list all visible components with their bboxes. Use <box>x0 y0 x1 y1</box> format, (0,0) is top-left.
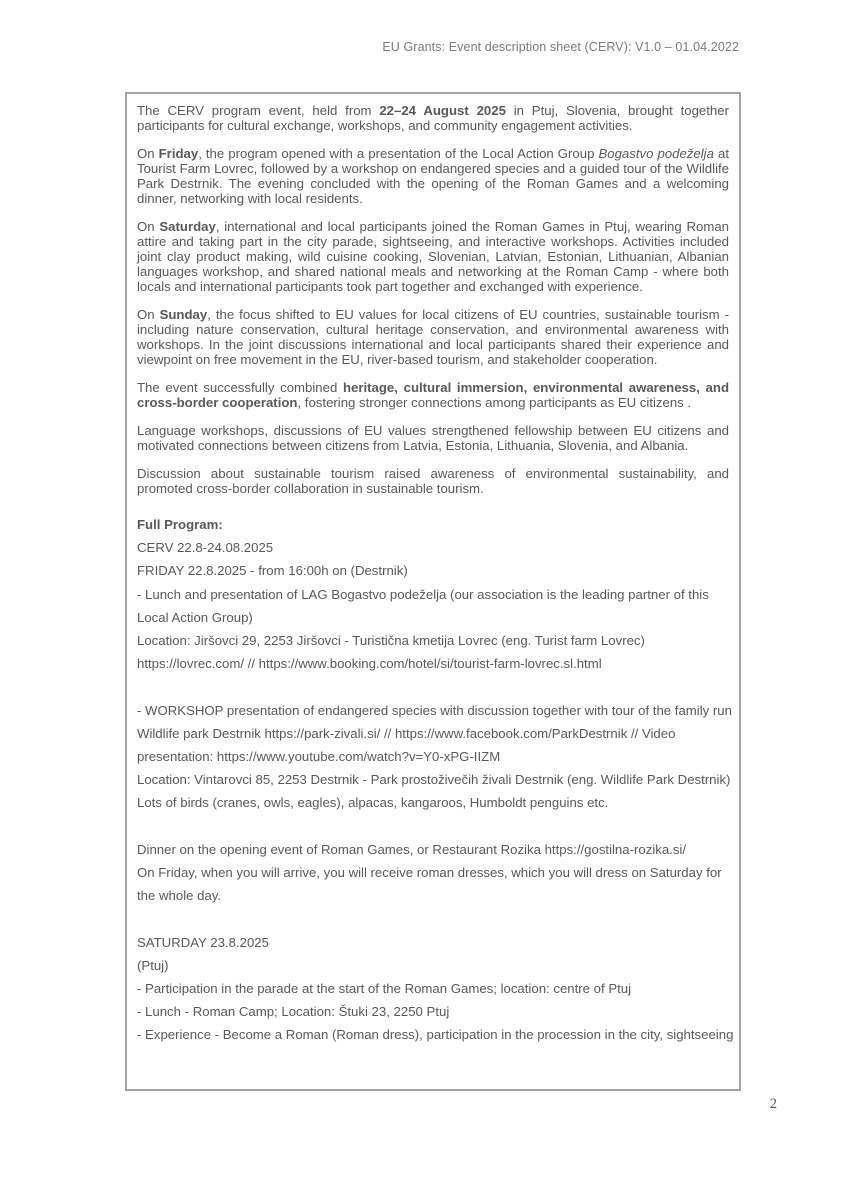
program-line: the whole day. <box>137 888 222 904</box>
text-run: , the program opened with a presentation of the Local Action Group <box>198 146 599 161</box>
bold-text-run: 22–24 August 2025 <box>379 103 506 118</box>
program-line: https://lovrec.com/ // https://www.booking.com/hotel/si/tourist-farm-lovrec.sl.html <box>137 656 602 672</box>
paragraph <box>137 219 729 294</box>
program-line: Wildlife park Destrnik https://park-zivali.si/ // https://www.facebook.com/ParkDestrnik // Video <box>137 725 676 741</box>
italic-text-run: Bogastvo podeželja <box>598 146 714 161</box>
page-number: 2 <box>769 1096 777 1112</box>
paragraph <box>137 103 729 133</box>
document-header: EU Grants: Event description sheet (CERV): V1.0 – 01.04.2022 <box>382 40 739 54</box>
program-line: Location: Vintarovci 85, 2253 Destrnik - Park prostoživečih živali Destrnik (eng. Wildlife Park Destrnik) <box>137 772 731 788</box>
program-line: (Ptuj) <box>137 957 169 973</box>
text-run: On <box>137 146 159 161</box>
program-line: SATURDAY 23.8.2025 <box>137 934 269 950</box>
program-line: Location: Jiršovci 29, 2253 Jiršovci - Turistična kmetija Lovrec (eng. Turist farm Lovrec) <box>137 633 645 649</box>
event-description-box <box>125 92 741 1091</box>
program-line: CERV 22.8-24.08.2025 <box>137 540 274 556</box>
text-run: On <box>137 219 160 234</box>
program-line: Dinner on the opening event of Roman Games, or Restaurant Rozika https://gostilna-rozika.si/ <box>137 841 687 857</box>
program-line: - Lunch - Roman Camp; Location: Štuki 23, 2250 Ptuj <box>137 1004 450 1020</box>
text-run: , the focus shifted to EU values for local citizens of EU countries, sustainable tourism - including nature conservation, cultural heritage conservation, and environmental awareness with workshops. In the joint discussions international and local participants shared their experience and viewpoint on free movement in the EU, river-based tourism, and stakeholder cooperation. <box>137 307 729 367</box>
blank-line <box>137 675 729 698</box>
paragraph <box>137 423 729 453</box>
paragraph <box>137 380 729 410</box>
blank-line <box>137 815 729 838</box>
full-program-section <box>137 513 734 1047</box>
text-run: in Ptuj, Slovenia, brought together participants for cultural exchange, workshops, and community engagement activities. <box>137 103 729 133</box>
program-line: - WORKSHOP presentation of endangered species with discussion together with tour of the family run <box>137 702 732 718</box>
bold-text-run: Sunday <box>159 307 208 322</box>
text-run: The CERV program event, held from <box>137 103 380 118</box>
program-line: - Participation in the parade at the start of the Roman Games; location: centre of Ptuj <box>137 981 632 997</box>
text-run: , international and local participants joined the Roman Games in Ptuj, wearing Roman attire and taking part in the city parade, sightseeing, and interactive workshops. Activities included joint clay product making, wild cuisine cooking, Slovenian, Latvian, Estonian, Lithuanian, Albanian languages workshop, and shared national meals and networking at the Roman Camp - where both locals and international participants took part together and exchanged with experience. <box>137 219 730 294</box>
paragraph <box>137 307 729 367</box>
program-lines <box>137 536 734 1046</box>
bold-text-run: Friday <box>158 146 199 161</box>
text-run: The event successfully combined <box>137 380 343 395</box>
program-line: - Experience - Become a Roman (Roman dress), participation in the procession in the city, sightseeing <box>137 1027 734 1043</box>
program-line: Local Action Group) <box>137 609 253 625</box>
bold-text-run: heritage, cultural immersion, environmental awareness, and cross-border cooperation <box>137 380 729 410</box>
bold-text-run: Saturday <box>159 219 216 234</box>
program-line: On Friday, when you will arrive, you will receive roman dresses, which you will dress on Saturday for <box>137 865 722 881</box>
text-run: at Tourist Farm Lovrec, followed by a workshop on endangered species and a guided tour of the Wildlife Park Destrnik. The evening concluded with the opening of the Roman Games and a welcoming dinner, networking with local residents. <box>137 146 729 206</box>
program-line: presentation: https://www.youtube.com/watch?v=Y0-xPG-IIZM <box>137 749 501 765</box>
program-line: FRIDAY 22.8.2025 - from 16:00h on (Destrnik) <box>137 563 408 579</box>
text-run: Language workshops, discussions of EU values strengthened fellowship between EU citizens and motivated connections between citizens from Latvia, Estonia, Lithuania, Slovenia, and Albania. <box>137 423 729 453</box>
program-line: - Lunch and presentation of LAG Bogastvo podeželja (our association is the leading partner of this <box>137 586 709 602</box>
full-program-heading: Full Program: <box>137 517 223 532</box>
narrative-paragraphs <box>137 103 729 496</box>
paragraph <box>137 146 729 206</box>
program-line: Lots of birds (cranes, owls, eagles), alpacas, kangaroos, Humboldt penguins etc. <box>137 795 609 811</box>
text-run: , fostering stronger connections among participants as EU citizens . <box>297 395 692 410</box>
text-run: On <box>137 307 160 322</box>
text-run: Discussion about sustainable tourism raised awareness of environmental sustainability, and promoted cross-border collaboration in sustainable tourism. <box>137 466 729 496</box>
blank-line <box>137 907 729 930</box>
paragraph <box>137 466 729 496</box>
